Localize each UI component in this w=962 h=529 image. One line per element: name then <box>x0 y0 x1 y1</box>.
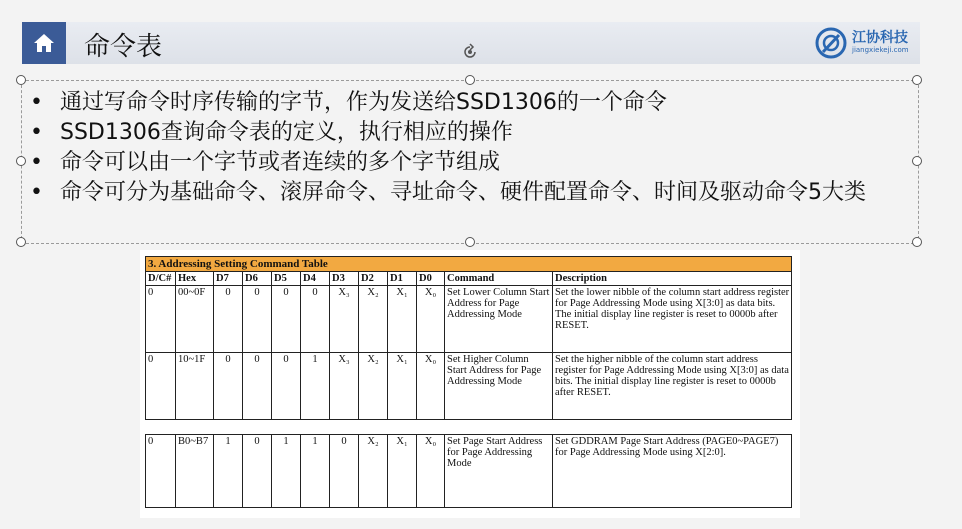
cell-d7: 1 <box>214 435 243 508</box>
resize-handle-bottom[interactable] <box>465 237 475 247</box>
cell-command: Set Lower Column Start Address for Page Addressing Mode <box>445 286 553 353</box>
resize-handle-bottom-right[interactable] <box>912 237 922 247</box>
bullet-item: • 命令可分为基础命令、滚屏命令、寻址命令、硬件配置命令、时间及驱动命令5大类 <box>28 178 908 208</box>
table-row <box>146 435 792 508</box>
cell-d3: 0 <box>330 435 359 508</box>
table-row <box>146 286 792 353</box>
cell-description: Set GDDRAM Page Start Address (PAGE0~PAGE7) for Page Addressing Mode using X[2:0]. <box>553 435 792 508</box>
cell-d3: X₃ <box>330 353 359 420</box>
cell-dc: 0 <box>146 435 176 508</box>
cell-d1: X₁ <box>388 435 417 508</box>
addressing-command-table-continued <box>145 434 792 508</box>
resize-handle-top-left[interactable] <box>16 75 26 85</box>
logo-name: 江协科技 <box>852 30 908 46</box>
cell-hex: B0~B7 <box>176 435 214 508</box>
cell-description: Set the higher nibble of the column start address register for Page Addressing Mode using X[3:0] as data bits. The initial display line register is reset to 0000b after RESET. <box>553 353 792 420</box>
cell-d5: 0 <box>272 286 301 353</box>
cell-d7: 0 <box>214 353 243 420</box>
header-d7: D7 <box>214 272 243 286</box>
logo-url: jiangxiekeji.com <box>852 46 909 54</box>
rotate-handle-icon[interactable] <box>460 42 480 62</box>
cell-dc: 0 <box>146 353 176 420</box>
bullet-list <box>28 88 908 208</box>
cell-d0: X₀ <box>417 353 445 420</box>
resize-handle-left[interactable] <box>16 156 26 166</box>
cell-hex: 00~0F <box>176 286 214 353</box>
cell-command: Set Higher Column Start Address for Page Addressing Mode <box>445 353 553 420</box>
cell-d6: 0 <box>243 286 272 353</box>
cell-description: Set the lower nibble of the column start address register for Page Addressing Mode using X[3:0] as data bits. The initial display line register is reset to 0000b after RESET. <box>553 286 792 353</box>
header-description: Description <box>553 272 792 286</box>
logo-icon <box>814 26 848 60</box>
cell-hex: 10~1F <box>176 353 214 420</box>
cell-d1: X₁ <box>388 353 417 420</box>
header-command: Command <box>445 272 553 286</box>
cell-d0: X₀ <box>417 435 445 508</box>
header-d4: D4 <box>301 272 330 286</box>
cell-d6: 0 <box>243 353 272 420</box>
command-table-image <box>140 250 800 518</box>
bullet-item: • 通过写命令时序传输的字节，作为发送给SSD1306的一个命令 <box>28 88 908 118</box>
home-icon <box>32 32 56 54</box>
section-title: 3. Addressing Setting Command Table <box>146 257 792 272</box>
cell-d4: 0 <box>301 286 330 353</box>
cell-d2: X₂ <box>359 435 388 508</box>
header-d3: D3 <box>330 272 359 286</box>
cell-d2: X₂ <box>359 286 388 353</box>
cell-d2: X₂ <box>359 353 388 420</box>
header-d1: D1 <box>388 272 417 286</box>
header-dc: D/C# <box>146 272 176 286</box>
table-row <box>146 353 792 420</box>
cell-d4: 1 <box>301 435 330 508</box>
cell-d7: 0 <box>214 286 243 353</box>
resize-handle-right[interactable] <box>912 156 922 166</box>
header-d2: D2 <box>359 272 388 286</box>
page-title: 命令表 <box>84 32 163 62</box>
cell-d5: 1 <box>272 435 301 508</box>
home-button[interactable] <box>22 22 66 64</box>
cell-d5: 0 <box>272 353 301 420</box>
cell-d6: 0 <box>243 435 272 508</box>
cell-d4: 1 <box>301 353 330 420</box>
header-d0: D0 <box>417 272 445 286</box>
bullet-item: • 命令可以由一个字节或者连续的多个字节组成 <box>28 148 908 178</box>
cell-d1: X₁ <box>388 286 417 353</box>
header-d6: D6 <box>243 272 272 286</box>
table-header-row <box>146 272 792 286</box>
header-hex: Hex <box>176 272 214 286</box>
cell-d3: X₃ <box>330 286 359 353</box>
bullet-item: • SSD1306查询命令表的定义，执行相应的操作 <box>28 118 908 148</box>
resize-handle-bottom-left[interactable] <box>16 237 26 247</box>
cell-command: Set Page Start Address for Page Addressing Mode <box>445 435 553 508</box>
header-d5: D5 <box>272 272 301 286</box>
resize-handle-top[interactable] <box>465 75 475 85</box>
cell-dc: 0 <box>146 286 176 353</box>
addressing-command-table <box>145 256 792 420</box>
company-logo <box>814 24 914 64</box>
resize-handle-top-right[interactable] <box>912 75 922 85</box>
cell-d0: X₀ <box>417 286 445 353</box>
